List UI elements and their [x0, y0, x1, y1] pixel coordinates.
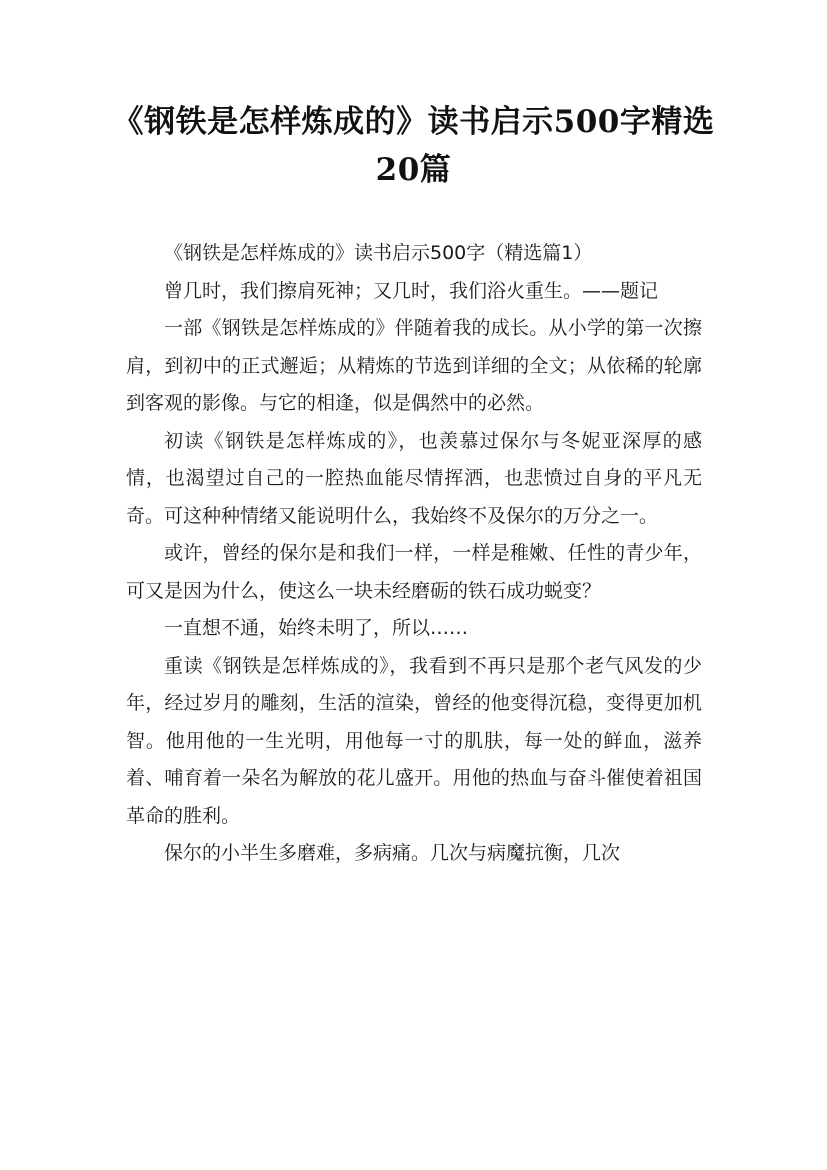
paragraph: 初读《钢铁是怎样炼成的》，也羡慕过保尔与冬妮亚深厚的感情，也渴望过自己的一腔热血能尽情挥洒，也悲愤过自身的平凡无奇。可这种种情绪又能说明什么，我始终不及保尔的万分之一。: [126, 429, 702, 527]
section-heading: 《钢铁是怎样炼成的》读书启示500字（精选篇1）: [164, 242, 593, 264]
paragraph: 重读《钢铁是怎样炼成的》，我看到不再只是那个老气风发的少年，经过岁月的雕刻，生活的渲染，曾经的他变得沉稳，变得更加机智。他用他的一生光明，用他每一寸的肌肤，每一处的鲜血，滋养着、哺育着一朵名为解放的花儿盛开。用他的热血与奋斗催使着祖国革命的胜利。: [126, 654, 702, 827]
document-body: [126, 235, 702, 873]
paragraph: 或许，曾经的保尔是和我们一样，一样是稚嫩、任性的青少年，可又是因为什么，使这么一块未经磨砺的铁石成功蜕变？: [126, 542, 702, 602]
paragraph: 保尔的小半生多磨难，多病痛。几次与病魔抗衡，几次: [164, 842, 621, 864]
paragraph: 一部《钢铁是怎样炼成的》伴随着我的成长。从小学的第一次擦肩，到初中的正式邂逅；从精炼的节选到详细的全文；从依稀的轮廓到客观的影像。与它的相逢，似是偶然中的必然。: [126, 317, 702, 414]
document-title: 《钢铁是怎样炼成的》读书启示500字精选20篇: [112, 104, 715, 188]
paragraph: 一直想不通，始终未明了，所以……: [164, 617, 469, 639]
paragraph-epigraph: 曾几时，我们擦肩死神；又几时，我们浴火重生。——题记: [164, 279, 659, 302]
